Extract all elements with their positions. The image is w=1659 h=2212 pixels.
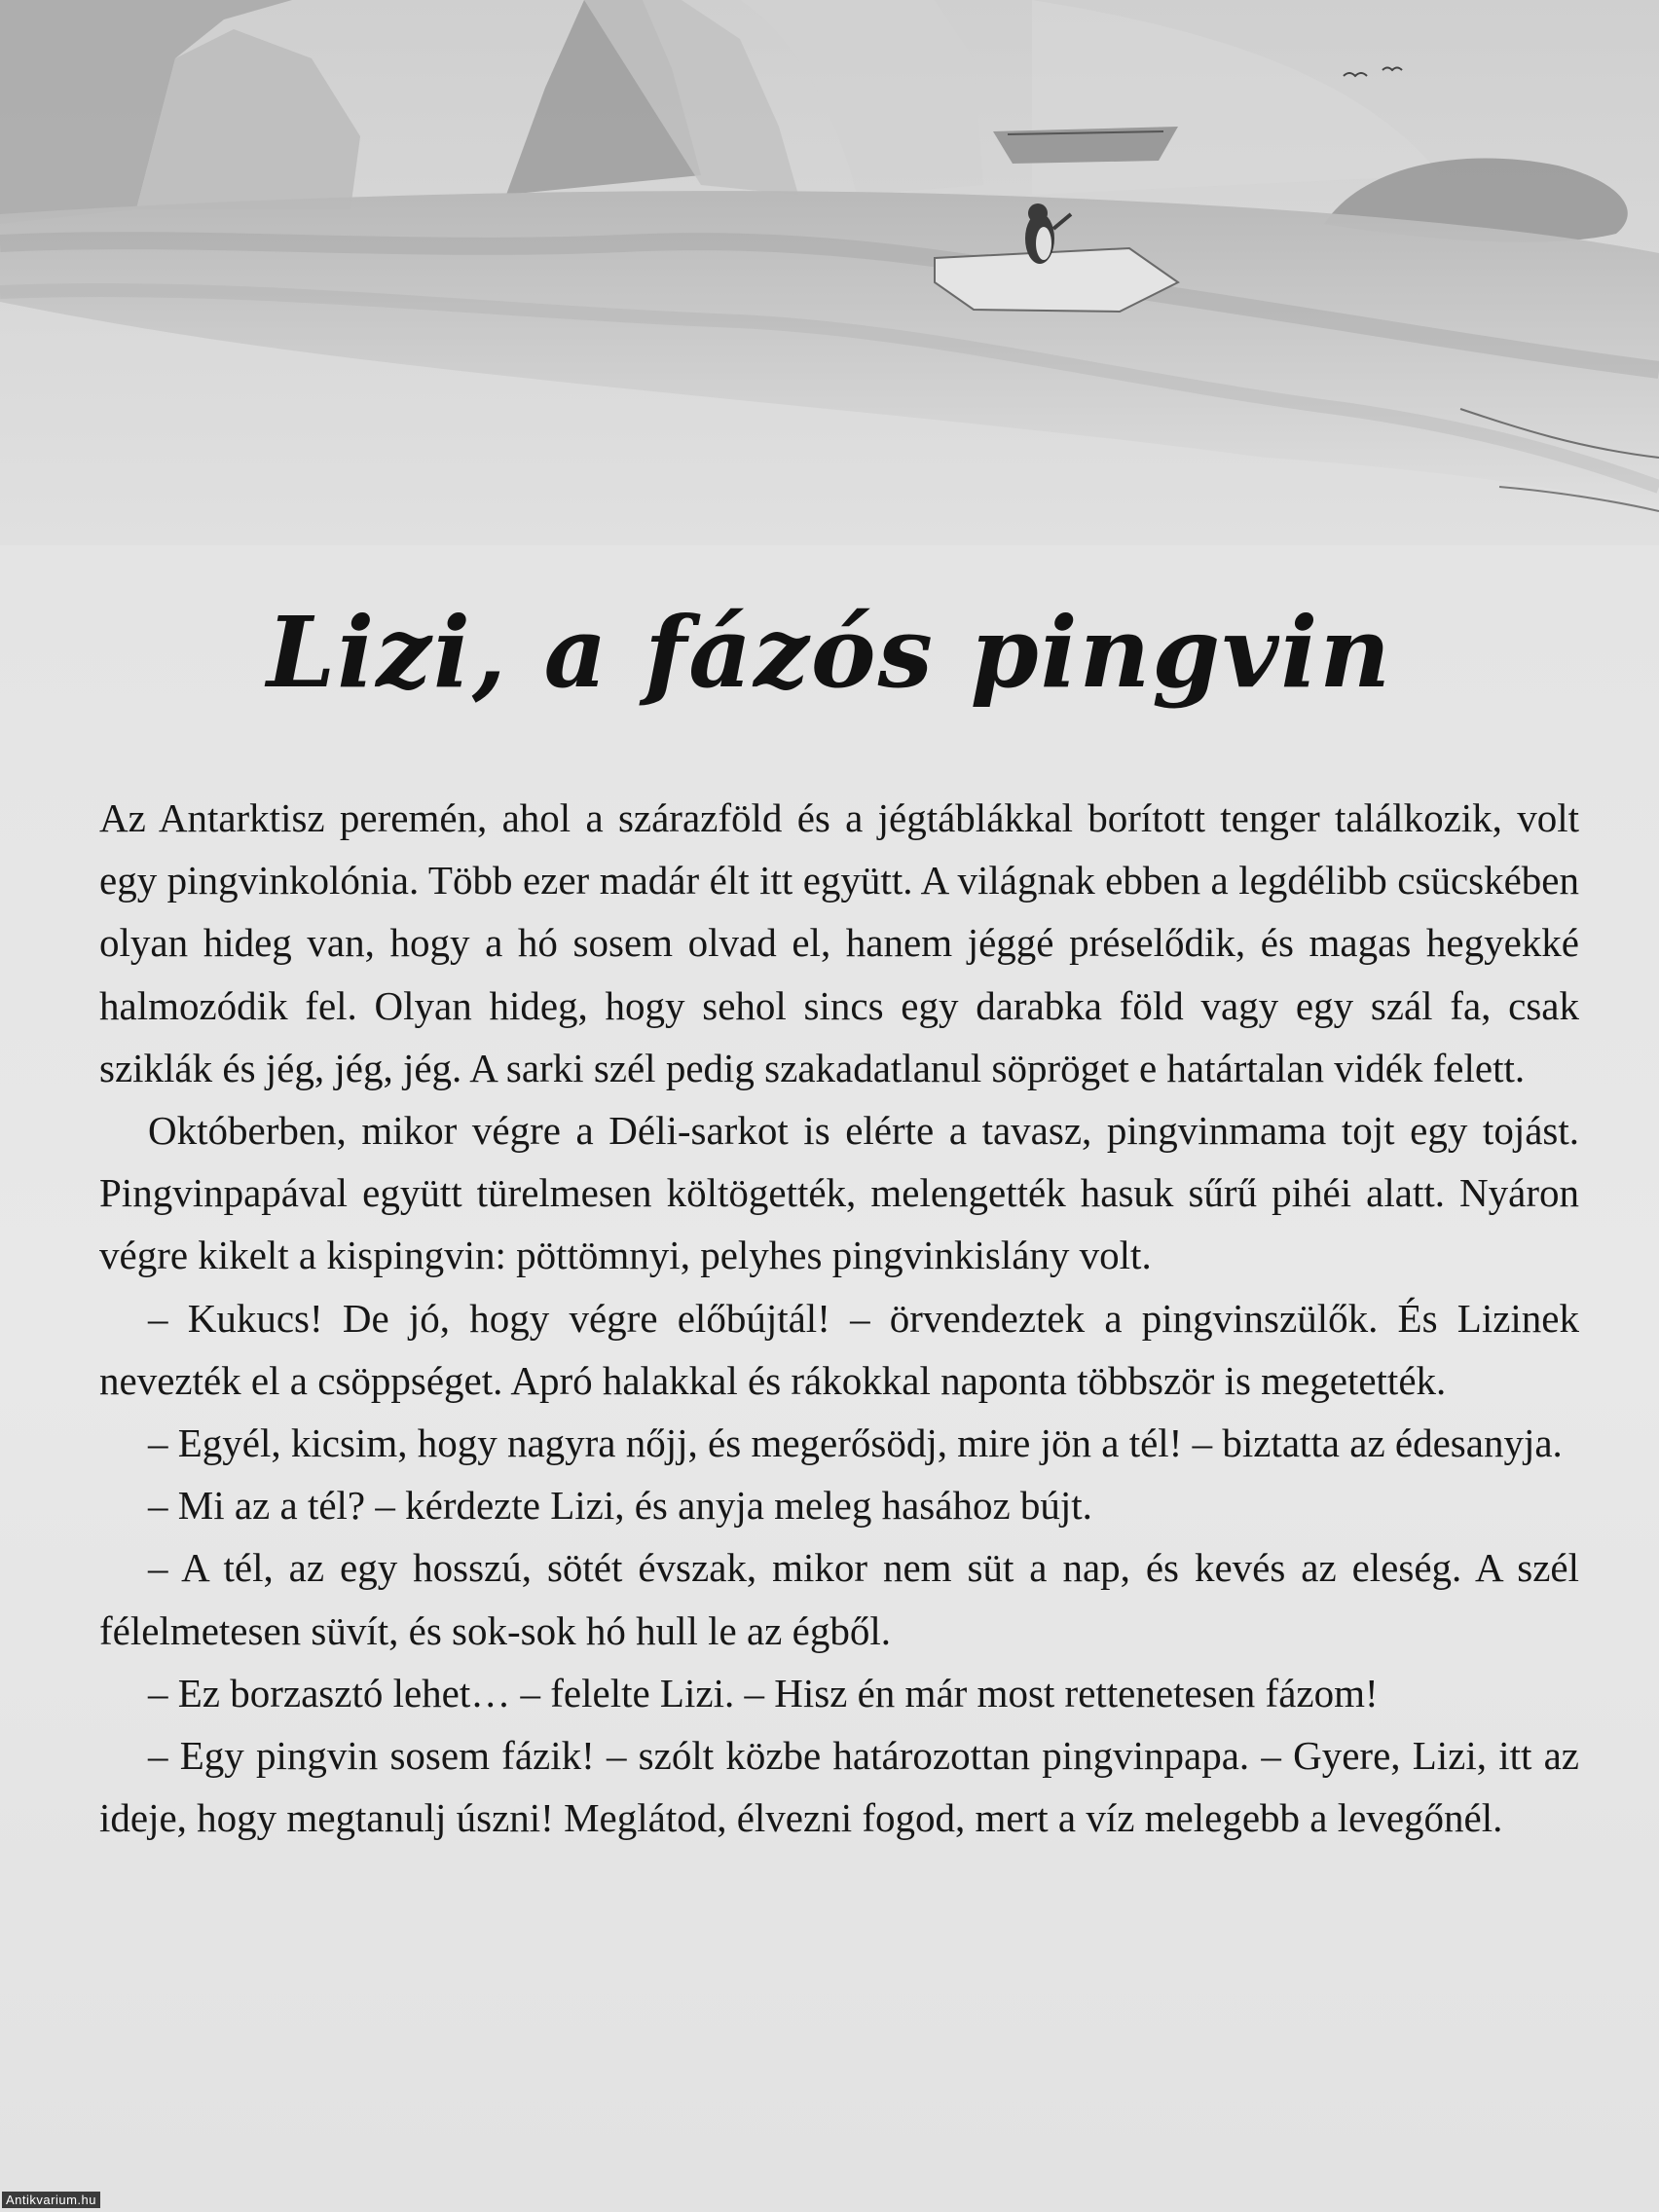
- story-paragraph-1: Az Antarktisz peremén, ahol a szárazföld és a jégtáblákkal borított tenger találkozik, volt egy pingvinkolónia. Több ezer madár élt itt együtt. A világnak ebben a legdélibb csücskében olyan hideg van, hogy a hó sosem olvad el, hanem jéggé préselődik, és magas hegyekké halmozódik fel. Olyan hideg, hogy sehol sincs egy darabka föld vagy egy szál fa, csak sziklák és jég, jég, jég. A sarki szél pedig szakadatlanul söpröget e határtalan vidék felett.: [99, 795, 1579, 1090]
- story-paragraph-4: – Egyél, kicsim, hogy nagyra nőjj, és megerősödj, mire jön a tél! – biztatta az édesanyja.: [148, 1420, 1563, 1466]
- watermark: Antikvarium.hu: [2, 2192, 100, 2208]
- story-body: [99, 787, 1579, 1849]
- story-paragraph-5: – Mi az a tél? – kérdezte Lizi, és anyja meleg hasához bújt.: [148, 1483, 1092, 1529]
- story-paragraph-8: – Egy pingvin sosem fázik! – szólt közbe határozottan pingvinpapa. – Gyere, Lizi, itt az ideje, hogy megtanulj úszni! Meglátod, élvezni fogod, mert a víz melegebb a levegőnél.: [99, 1733, 1579, 1841]
- story-paragraph-3: – Kukucs! De jó, hogy végre előbújtál! – örvendeztek a pingvinszülők. És Lizinek nevezték el a csöppséget. Apró halakkal és rákokkal naponta többször is megetették.: [99, 1295, 1579, 1403]
- antarctic-watercolor-illustration: [0, 0, 1659, 545]
- story-paragraph-6: – A tél, az egy hosszú, sötét évszak, mikor nem süt a nap, és kevés az eleség. A szél félelmetesen süvít, és sok-sok hó hull le az égből.: [99, 1545, 1579, 1653]
- story-paragraph-7: – Ez borzasztó lehet… – felelte Lizi. – Hisz én már most rettenetesen fázom!: [148, 1670, 1379, 1715]
- story-paragraph-2: Októberben, mikor végre a Déli-sarkot is elérte a tavasz, pingvinmama tojt egy tojást. Pingvinpapával együtt türelmesen költögették, melengették hasuk sűrű pihéi alatt. Nyáron végre kikelt a kispingvin: pöttömnyi, pelyhes pingvinkislány volt.: [99, 1108, 1579, 1278]
- story-title: Lizi, a fázós pingvin: [266, 595, 1393, 710]
